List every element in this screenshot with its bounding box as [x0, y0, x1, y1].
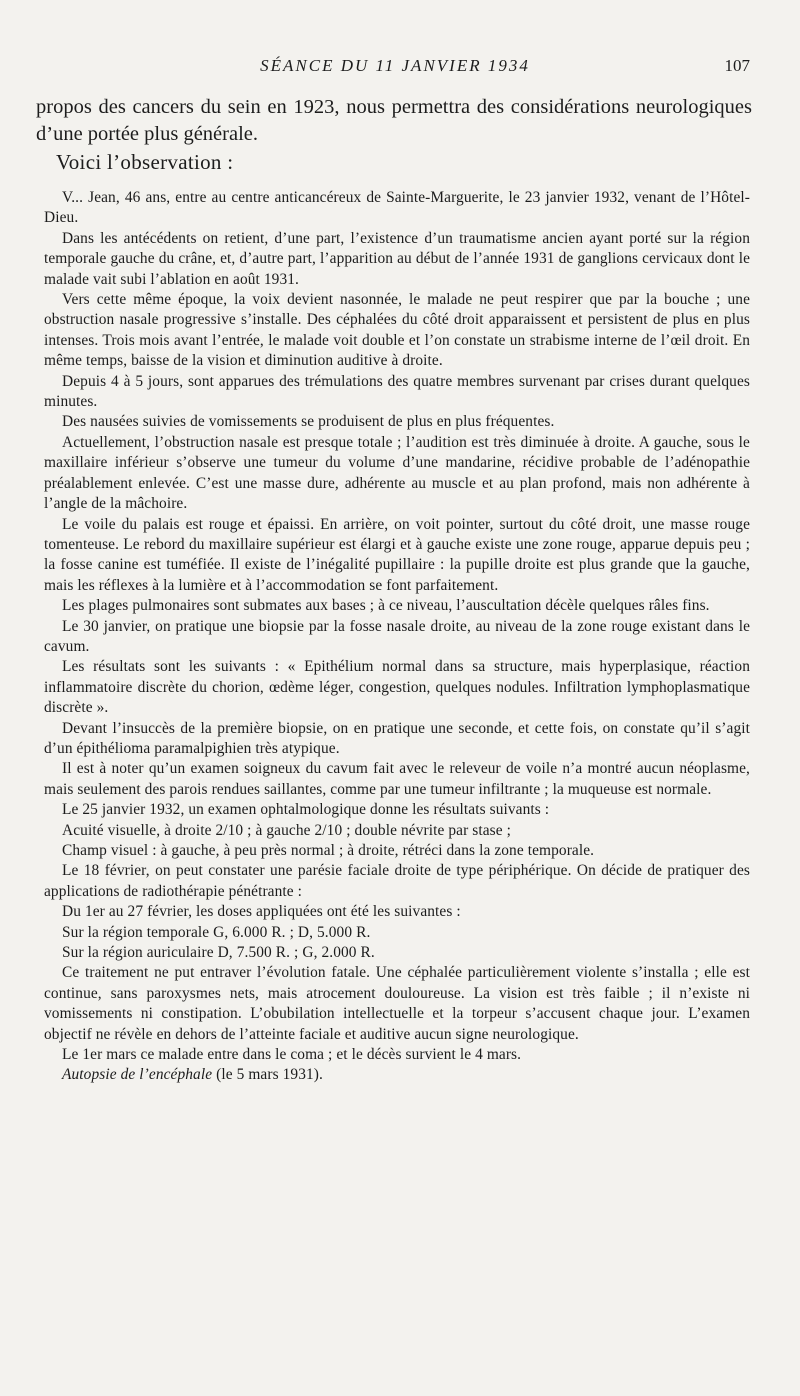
page-header	[40, 56, 750, 80]
paragraph: Le 1er mars ce malade entre dans le coma ; et le décès survient le 4 mars.	[62, 1046, 522, 1064]
paragraph: Actuellement, l’obstruction nasale est presque totale ; l’audition est très diminuée à droite. A gauche, sous le maxillaire inférieur s’observe une tumeur du volume d’une mandarine, récidive probable de l’adénopathie préalablement enlevée. C’est une masse dure, adhérente au muscle et au plan profond, mais non adhérente à l’angle de la mâchoire.	[44, 433, 750, 513]
page-number: 107	[724, 56, 750, 75]
paragraph: Des nausées suivies de vomissements se produisent de plus en plus fréquentes.	[62, 413, 555, 431]
observation-heading: Voici l’observation :	[56, 150, 234, 174]
paragraph: Les plages pulmonaires sont submates aux bases ; à ce niveau, l’auscultation décèle quelques râles fins.	[62, 597, 710, 615]
paragraph: Le 25 janvier 1932, un examen ophtalmologique donne les résultats suivants :	[62, 801, 550, 819]
paragraph: Depuis 4 à 5 jours, sont apparues des trémulations des quatre membres survenant par crises durant quelques minutes.	[44, 372, 750, 411]
paragraph: Sur la région auriculaire D, 7.500 R. ; G, 2.000 R.	[62, 944, 375, 962]
paragraph: Les résultats sont les suivants : « Epithélium normal dans sa structure, mais hyperplasique, réaction inflammatoire discrète du chorion, œdème léger, congestion, quelques nodules. Infiltration lymphoplasmatique discrète ».	[44, 658, 750, 717]
paragraph: Ce traitement ne put entraver l’évolution fatale. Une céphalée particulièrement violente s’installa ; elle est continue, sans paroxysmes nets, mais atrocement douloureuse. La vision est très faible ; il n’existe ni vomissements ni constipation. L’obubilation intellectuelle et la torpeur s’accusent chaque jour. L’examen objectif ne révèle en dehors de l’atteinte faciale et auditive aucun signe neurologique.	[44, 964, 750, 1043]
paragraph: Le 18 février, on peut constater une parésie faciale droite de type périphérique. On décide de pratiquer des applications de radiothérapie pénétrante :	[44, 862, 750, 900]
autopsy-line	[44, 1065, 750, 1085]
paragraph: Du 1er au 27 février, les doses appliquées ont été les suivantes :	[62, 903, 461, 921]
paragraph: Vers cette même époque, la voix devient nasonnée, le malade ne peut respirer que par la bouche ; une obstruction nasale progressive s’installe. Des céphalées du côté droit apparaissent et persistent de plus en plus intenses. Trois mois avant l’entrée, le malade voit double et l’on constate un strabisme interne de l’œil droit. En même temps, baisse de la vision et diminution auditive à droite.	[44, 291, 750, 370]
intro-text: propos des cancers du sein en 1923, nous permettra des considérations neurologiques d’une portée plus générale.	[36, 96, 752, 145]
paragraph: Devant l’insuccès de la première biopsie, on en pratique une seconde, et cette fois, on constate qu’il s’agit d’un épithélioma paramalpighien très atypique.	[44, 719, 750, 757]
running-title: SÉANCE DU 11 JANVIER 1934	[260, 56, 530, 75]
paragraph: Le 30 janvier, on pratique une biopsie par la fosse nasale droite, au niveau de la zone rouge existant dans le cavum.	[44, 617, 750, 655]
paragraph: Le voile du palais est rouge et épaissi. En arrière, on voit pointer, surtout du côté droit, une masse rouge tomenteuse. Le rebord du maxillaire supérieur est élargi et à gauche existe une zone rouge, apparue depuis peu ; la fosse canine est tuméfiée. Il existe de l’inégalité pupillaire : la pupille droite est plus grande que la gauche, mais les réflexes à la lumière et à l’accommodation se font parfaitement.	[44, 515, 750, 594]
autopsy-date: (le 5 mars 1931).	[216, 1066, 323, 1084]
paragraph: Il est à noter qu’un examen soigneux du cavum fait avec le releveur de voile n’a montré aucun néoplasme, mais seulement des parois rendues saillantes, comme par une tumeur infiltrante ; la muqueuse est normale.	[44, 760, 750, 798]
autopsy-label: Autopsie de l’encéphale	[62, 1066, 213, 1084]
intro-paragraph	[36, 94, 752, 148]
case-report	[44, 188, 750, 1086]
paragraph: Champ visuel : à gauche, à peu près normal ; à droite, rétréci dans la zone temporale.	[62, 842, 595, 859]
paragraph: Sur la région temporale G, 6.000 R. ; D, 5.000 R.	[62, 923, 371, 941]
paragraph: Dans les antécédents on retient, d’une part, l’existence d’un traumatisme ancien ayant porté sur la région temporale gauche du crâne, et, d’autre part, l’apparition au début de l’année 1931 de ganglions cervicaux dont le malade vait subi l’ablation en août 1931.	[44, 229, 750, 288]
paragraph: Acuité visuelle, à droite 2/10 ; à gauche 2/10 ; double névrite par stase ;	[62, 821, 511, 839]
paragraph: V... Jean, 46 ans, entre au centre anticancéreux de Sainte-Marguerite, le 23 janvier 1932, venant de l’Hôtel-Dieu.	[44, 189, 750, 227]
